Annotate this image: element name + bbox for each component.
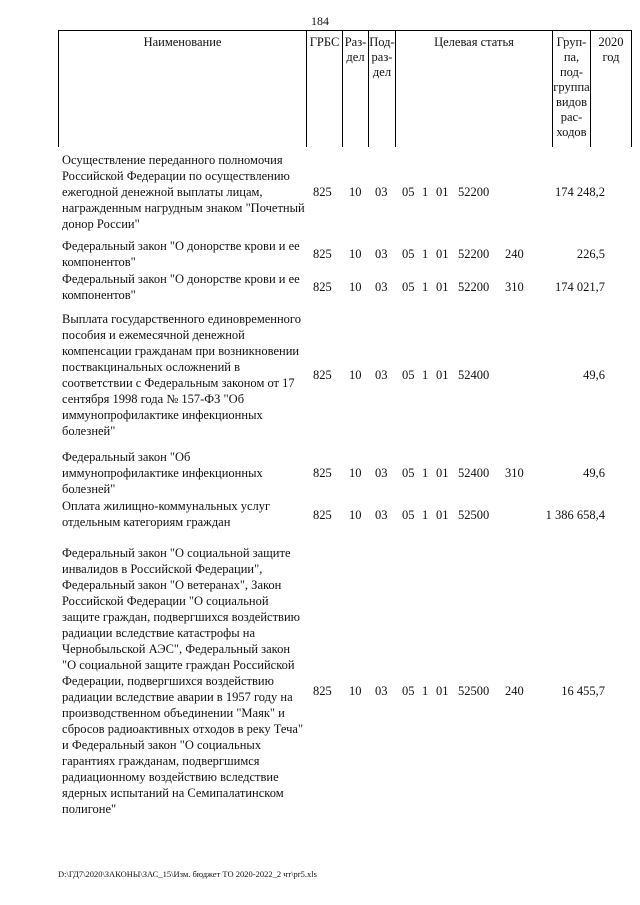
row-name: Федеральный закон "О донорстве крови и ее компонентов" xyxy=(62,239,300,269)
cell-target-event: 01 xyxy=(436,280,449,294)
cell-target-subprogram: 1 xyxy=(422,368,429,382)
cell-expense-type: 310 xyxy=(505,466,524,480)
cell-grbs: 825 xyxy=(313,466,332,480)
table-header xyxy=(58,30,632,147)
cell-grbs: 825 xyxy=(313,508,332,522)
cell-razdel: 10 xyxy=(349,466,362,480)
cell-grbs: 825 xyxy=(313,280,332,294)
header-target: Целевая статья xyxy=(396,31,553,147)
cell-target-program: 05 xyxy=(402,280,415,294)
cell-target-direction: 52400 xyxy=(458,368,490,382)
cell-amount: 49,6 xyxy=(583,368,605,382)
cell-target-event: 01 xyxy=(436,185,449,199)
cell-target-subprogram: 1 xyxy=(422,247,429,261)
header-razdel: Раз- дел xyxy=(343,31,369,147)
cell-target-event: 01 xyxy=(436,368,449,382)
cell-target-program: 05 xyxy=(402,247,415,261)
cell-target-subprogram: 1 xyxy=(422,185,429,199)
cell-grbs: 825 xyxy=(313,684,332,698)
cell-grbs: 825 xyxy=(313,185,332,199)
cell-target-subprogram: 1 xyxy=(422,508,429,522)
cell-grbs: 825 xyxy=(313,247,332,261)
cell-razdel: 10 xyxy=(349,247,362,261)
row-name: Осуществление переданного полномочия Российской Федерации по осуществлению ежегодной денежной выплаты лицам, награжденным нагрудным знаком "Почетный донор России" xyxy=(62,153,305,231)
header-podrazdel: Под- раз- дел xyxy=(369,31,396,147)
header-vid: Груп- па, под- группа видов рас- ходов xyxy=(553,31,591,147)
cell-target-event: 01 xyxy=(436,466,449,480)
header-year: 2020 год xyxy=(598,35,624,64)
cell-amount: 49,6 xyxy=(583,466,605,480)
cell-target-direction: 52400 xyxy=(458,466,490,480)
cell-razdel: 10 xyxy=(349,684,362,698)
cell-target-direction: 52200 xyxy=(458,247,490,261)
cell-target-event: 01 xyxy=(436,508,449,522)
cell-expense-type: 310 xyxy=(505,280,524,294)
cell-target-program: 05 xyxy=(402,368,415,382)
cell-grbs: 825 xyxy=(313,368,332,382)
cell-target-subprogram: 1 xyxy=(422,466,429,480)
cell-target-direction: 52500 xyxy=(458,508,490,522)
cell-target-direction: 52500 xyxy=(458,684,490,698)
page-number: 184 xyxy=(311,14,329,28)
file-path-footer: D:\ГД7\2020\ЗАКОНЫ\ЗАС_15\Изм. бюджет ТО 2020-2022_2 чт\pr5.xls xyxy=(58,869,317,879)
cell-razdel: 10 xyxy=(349,185,362,199)
row-name: Выплата государственного единовременного пособия и ежемесячной денежной компенсации гражданам при возникновении поствакцинальных осложнений в соответствии с Федеральным законом от 17 сентября 1998 года № 157-ФЗ "Об иммунопрофилактике инфекционных болезней" xyxy=(62,312,301,438)
row-name: Федеральный закон "О социальной защите инвалидов в Российской Федерации", Федеральный закон "О ветеранах", Закон Российской Федерации "О социальной защите граждан, подвергшихся воздействию радиации вследствие катастрофы на Чернобыльской АЭС", Федеральный закон "О социальной защите граждан Российской Федерации, подвергшихся воздействию радиации вследствие аварии в 1957 году на производственном объединении "Маяк" и сбросов радиоактивных отходов в реку Теча" и Федеральный закон "О социальных гарантиях гражданам, подвергшимся радиационному воздействию вследствие ядерных испытаний на Семипалатинском полигоне" xyxy=(62,546,304,816)
cell-podrazdel: 03 xyxy=(375,368,388,382)
header-name: Наименование xyxy=(59,31,307,147)
cell-razdel: 10 xyxy=(349,368,362,382)
cell-target-program: 05 xyxy=(402,466,415,480)
cell-target-subprogram: 1 xyxy=(422,280,429,294)
cell-podrazdel: 03 xyxy=(375,247,388,261)
cell-target-direction: 52200 xyxy=(458,280,490,294)
cell-target-subprogram: 1 xyxy=(422,684,429,698)
cell-razdel: 10 xyxy=(349,508,362,522)
row-name: Федеральный закон "О донорстве крови и ее компонентов" xyxy=(62,272,300,302)
cell-podrazdel: 03 xyxy=(375,684,388,698)
row-name: Оплата жилищно-коммунальных услуг отдельным категориям граждан xyxy=(62,499,271,529)
cell-target-event: 01 xyxy=(436,247,449,261)
cell-podrazdel: 03 xyxy=(375,185,388,199)
cell-podrazdel: 03 xyxy=(375,280,388,294)
cell-amount: 174 248,2 xyxy=(555,185,605,199)
cell-target-event: 01 xyxy=(436,684,449,698)
cell-amount: 174 021,7 xyxy=(555,280,605,294)
cell-razdel: 10 xyxy=(349,280,362,294)
cell-amount: 1 386 658,4 xyxy=(545,508,605,522)
cell-expense-type: 240 xyxy=(505,247,524,261)
cell-amount: 226,5 xyxy=(576,247,605,261)
cell-target-program: 05 xyxy=(402,185,415,199)
cell-target-program: 05 xyxy=(402,508,415,522)
cell-target-program: 05 xyxy=(402,684,415,698)
cell-target-direction: 52200 xyxy=(458,185,490,199)
cell-expense-type: 240 xyxy=(505,684,524,698)
cell-podrazdel: 03 xyxy=(375,466,388,480)
row-name: Федеральный закон "Об иммунопрофилактике инфекционных болезней" xyxy=(62,450,263,496)
cell-podrazdel: 03 xyxy=(375,508,388,522)
header-grbs: ГРБС xyxy=(307,31,343,147)
cell-amount: 16 455,7 xyxy=(561,684,605,698)
